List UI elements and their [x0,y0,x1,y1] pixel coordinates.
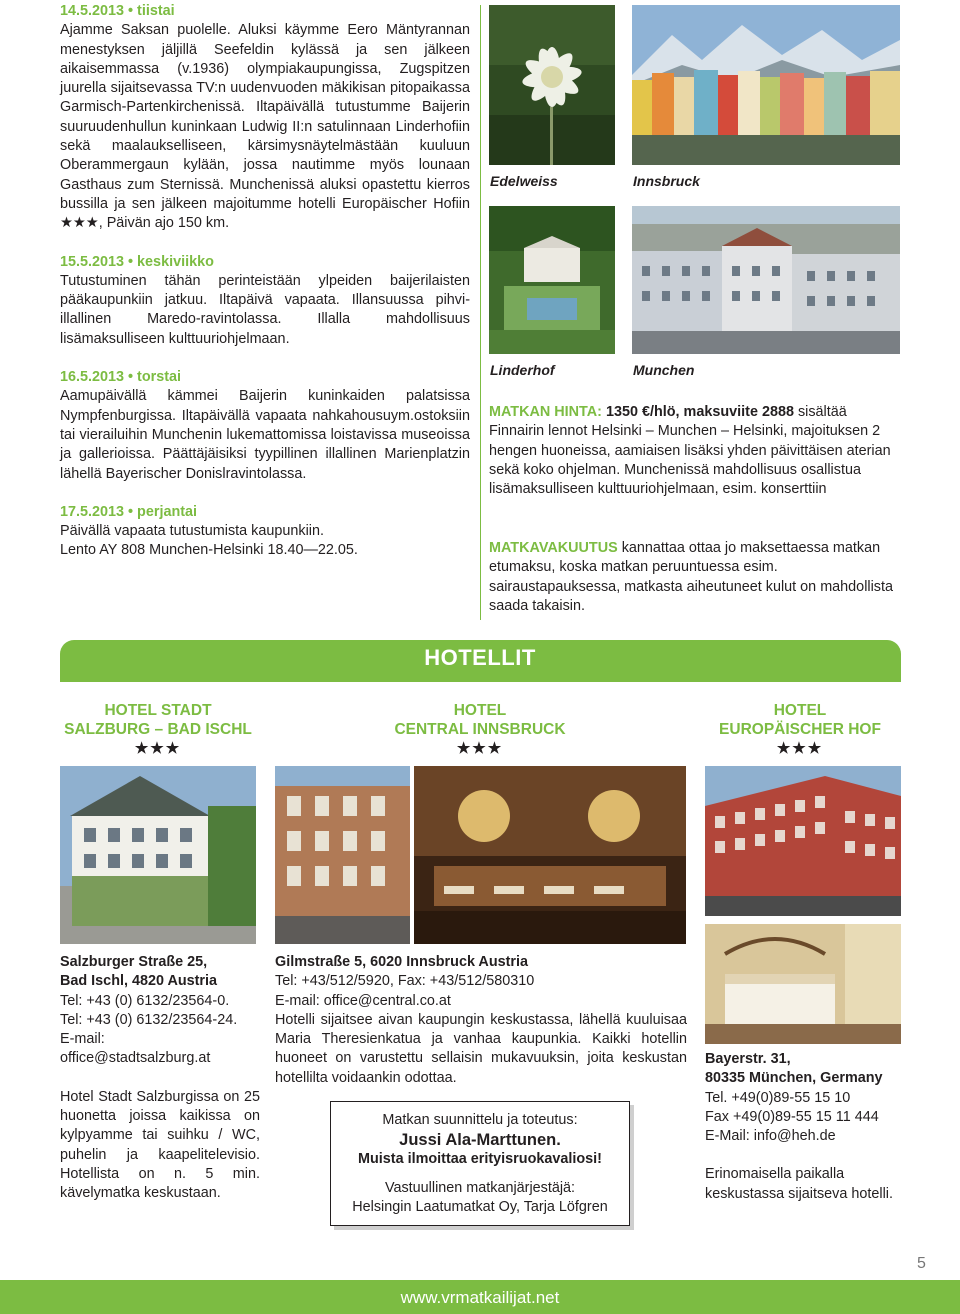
hotel-description: Hotelli sijaitsee aivan kaupungin keskustassa, lähellä kuuluisaa Maria Theresienkatua ja vanhaa kaupunkia. Kaikki hotellin huoneet on varustettu sellaisin mukavuuksin, joita keskustan hotellilta voidaankin odottaa. [275,1011,687,1086]
hotel-address-line: Salzburger Straße 25, [60,954,208,970]
day-text: Ajamme Saksan puolelle. Aluksi käymme Eero Mäntyrannan menestyksen jäljillä Seefeldin kylässä ja sen jälkeen aikaisemmassa (v.1936) olympiakaupungissa, Zugspitzen juurella sijaitsevassa TV:n uudenvuoden mäkikisan pitopaikassa Garmisch-Partenkirchenissä. Iltapäivällä tutustumme Baijerin suuruudenhullun kuninkaan Ludwig II:n satulinnaan Linderhofiin sekä maalaukselliseen, kärsimysnäytelmästään kuuluun Oberammergaun kylään, jossa nautimme myös lounaan Gasthaus zum Sternissä. Munchenissä aluksi opastettu kierros bussilla ja sen jälkeen majoitumme hotelli Europäischer Hofiin ★★★, Päivän ajo 150 km. [60,22,470,232]
hotel-2-heading [330,701,630,758]
diet-reminder: Muista ilmoittaa erityisruokavaliosi! [358,1151,602,1168]
organizer-line: Helsingin Laatumatkat Oy, Tarja Löfgren [352,1198,608,1215]
insurance-label: MATKAVAKUUTUS [489,540,618,556]
caption-edelweiss: Edelweiss [490,173,558,189]
hotel-name-line: HOTEL STADT [104,702,212,719]
munchen-photo [632,206,900,354]
day-heading: 16.5.2013 • torstai [60,369,182,386]
hotel-2-photo-interior [414,766,686,944]
hotel-1-details [60,953,260,1204]
hotel-name-line: HOTEL [773,702,827,719]
hotel-contact: Tel: +43 (0) 6132/23564-0. Tel: +43 (0) 6132/23564-24. E-mail: office@stadtsalzburg.at [60,992,238,1067]
day-heading: 14.5.2013 • tiistai [60,3,175,19]
itinerary-column [60,2,470,580]
organizer-line: Matkan suunnittelu ja toteutus: [382,1112,578,1128]
day-heading: 15.5.2013 • keskiviikko [60,253,214,270]
hotel-contact: Tel. +49(0)89-55 15 10 Fax +49(0)89-55 15 11 444 E-Mail: info@heh.de [705,1089,879,1145]
hotel-1-photo [60,766,256,944]
hotel-3-photo-exterior [705,766,901,916]
hotels-title: HOTELLIT [424,645,536,670]
hotel-stars: ★★★ [776,740,824,757]
hotel-2-photo-exterior [275,766,410,944]
price-section [489,403,901,499]
organizer-line: Vastuullinen matkanjärjestäjä: [384,1179,576,1196]
footer-url[interactable]: www.vrmatkailijat.net [400,1288,560,1307]
day-1 [60,2,470,234]
hotel-address-line: Bayerstr. 31, [705,1051,791,1067]
price-text: sisältää Finnairin lennot Helsinki – Munchen – Helsinki, majoituksen 2 hengen huoneissa, aamiaisen lisäksi yhden päivittäisen aterian sekä koko ohjelman. Munchenissä mahdollisuus osallistua lisämaksulliseen kulttuuriohjelmaan, esim. konserttiin [489,404,891,498]
page-number: 5 [917,1255,926,1272]
hotel-3-heading [700,701,900,758]
column-divider [480,5,481,620]
hotel-3-details [705,1050,905,1204]
hotel-name-line: SALZBURG – BAD ISCHL [64,721,252,738]
hotel-stars: ★★★ [456,740,504,757]
caption-innsbruck: Innsbruck [633,173,700,189]
hotel-contact: Tel: +43/512/5920, Fax: +43/512/580310 E-mail: office@central.co.at [275,973,535,1009]
organizer-name: Jussi Ala-Marttunen. [399,1131,561,1150]
hotel-stars: ★★★ [134,740,182,757]
caption-munchen: Munchen [633,362,695,378]
price-label: MATKAN HINTA: [489,404,602,420]
organizer-box [330,1101,630,1226]
day-text: Päivällä vapaata tutustumista kaupunkiin. Lento AY 808 Munchen-Helsinki 18.40—22.05. [60,523,358,559]
hotel-address-line: Bad Ischl, 4820 Austria [60,973,218,990]
hotel-name-line: HOTEL [453,702,507,719]
linderhof-photo [489,206,615,354]
day-text: Aamupäivällä kämmei Baijerin kuninkaiden palatsissa Nympfenburgissa. Iltapäivällä vapaata nahkahousuym.ostoksiin tai vierailuihin Munchenin lukemattomissa loistavissa museoissa ja gallerioissa. Päättäjäisiksi tyypillinen illallinen Marienplatzin lähellä Bayerischer Donislravintolassa. [60,388,470,482]
hotel-2-details [275,953,687,1088]
hotel-name-line: EUROPÄISCHER HOF [719,721,881,738]
hotel-1-heading [58,701,258,758]
hotel-address-line: Gilmstraße 5, 6020 Innsbruck Austria [275,954,529,970]
day-4 [60,503,470,561]
insurance-section [489,539,901,616]
edelweiss-photo [489,5,615,165]
hotel-3-photo-room [705,924,901,1044]
day-heading: 17.5.2013 • perjantai [60,503,198,520]
price-value: 1350 €/hlö, maksuviite 2888 [605,404,794,420]
hotel-name-line: CENTRAL INNSBRUCK [394,721,566,738]
day-3 [60,368,470,484]
hotel-address-line: 80335 München, Germany [705,1070,883,1087]
day-2 [60,253,470,349]
hotel-description: Hotel Stadt Salzburgissa on 25 huonetta joissa kaikissa on kylpyamme tai suihku / WC, puhelin ja kaapelitelevisio. Hotellista on n. 5 min. kävelymatka keskustaan. [60,1088,260,1202]
hotel-description: Erinomaisella paikalla keskustassa sijaitseva hotelli. [705,1166,893,1202]
insurance-text: kannattaa ottaa jo maksettaessa matkan etumaksu, koska matkan peruuntuessa esim. sairaustapauksessa, matkasta aiheutuneet kulut on mahdollista saada takaisin. [489,540,893,614]
caption-linderhof: Linderhof [490,362,555,378]
innsbruck-photo [632,5,900,165]
day-text: Tutustuminen tähän perinteistään ylpeiden baijerilaisten pääkaupunkiin jatkuu. Iltapäivä vapaata. Illansuussa pihvi-illallinen Maredo-ravintolassa. Illalla mahdollisuus lisämaksulliseen kulttuuriohjelmaan. [60,272,470,347]
